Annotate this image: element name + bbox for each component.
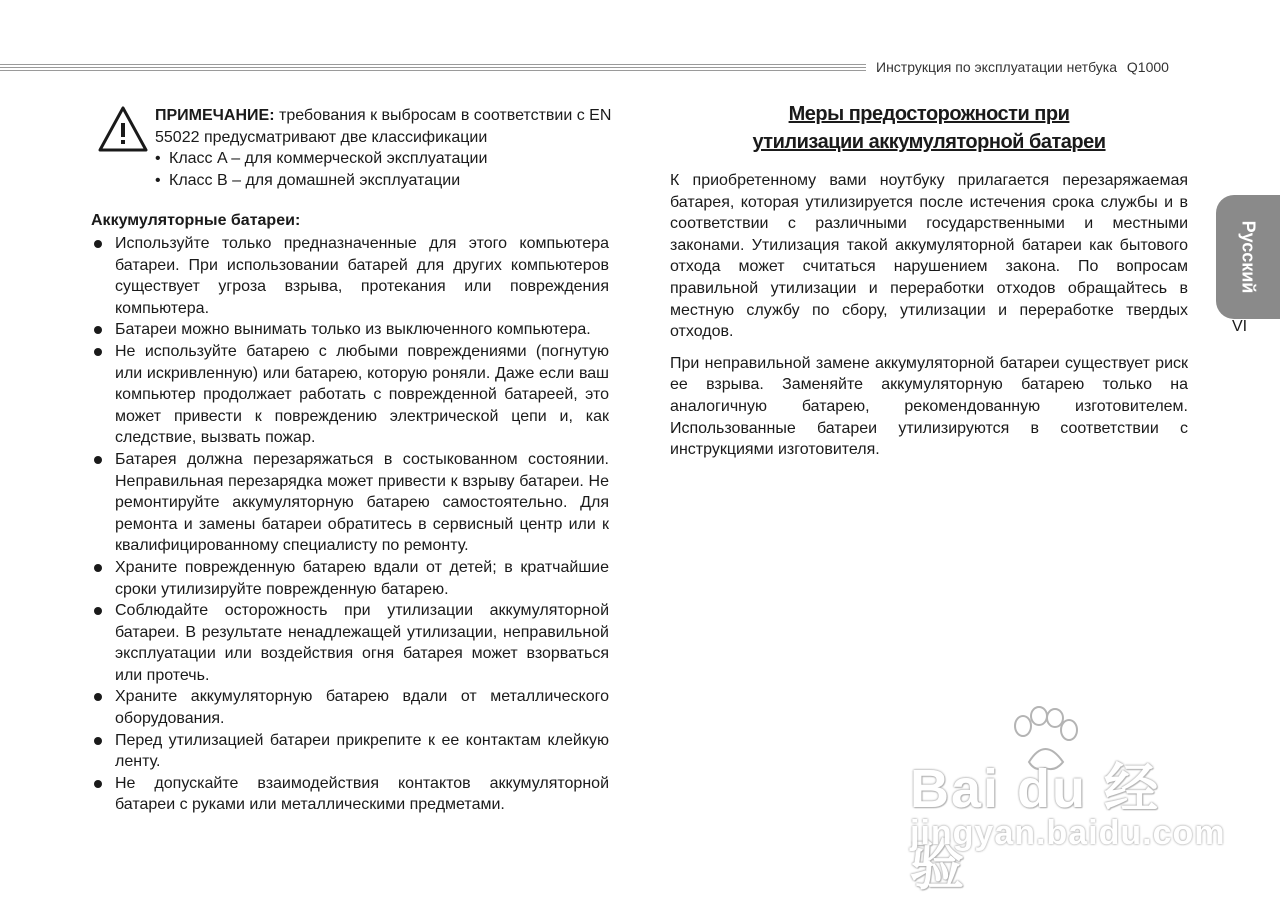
note-label: ПРИМЕЧАНИЕ: (155, 107, 275, 124)
note-text: требования к выбросам в соответствии с EN 55022 предусматривают две классификации (155, 107, 612, 146)
note-block (97, 105, 617, 191)
header-model: Q1000 (1126, 59, 1169, 75)
batteries-list (91, 233, 609, 816)
note-item: • Класс A – для коммерческой эксплуатации (155, 148, 617, 170)
batteries-heading: Аккумуляторные батареи: (91, 212, 301, 229)
battery-item: Не используйте батарею с любыми повреждениями (погнутую или искривленную) или батарею, которую роняли. Даже если ваш компьютер продолжает работать с поврежденной батареей, это может привести к повреждению электрической цепи и, как следствие, вызвать пожар. (91, 341, 609, 449)
note-item: • Класс B – для домашней эксплуатации (155, 170, 617, 192)
battery-item: Перед утилизацией батареи прикрепите к ее контактам клейкую ленту. (91, 730, 609, 773)
battery-item: Не допускайте взаимодействия контактов аккумуляторной батареи с руками или металлическими предметами. (91, 773, 609, 816)
disposal-section (670, 100, 1188, 471)
language-tab-label: Русский (1238, 220, 1259, 294)
battery-item: Храните поврежденную батарею вдали от детей; в кратчайшие сроки утилизируйте поврежденную батарею. (91, 557, 609, 600)
battery-item: Соблюдайте осторожность при утилизации аккумуляторной батареи. В результате ненадлежащей утилизации, неправильной эксплуатации или воздействия огня батарея может взорваться или протечь. (91, 600, 609, 686)
note-list (155, 148, 617, 191)
header-title: Инструкция по эксплуатации нетбука (876, 59, 1118, 75)
watermark-sub: jingyan.baidu.com (910, 814, 1226, 852)
disposal-title (670, 100, 1188, 156)
disposal-paragraph-1: К приобретенному вами ноутбуку прилагается перезаряжаемая батарея, которая утилизируется после истечения срока службы и в соответствии с различными государственными и местными законами. Утилизация такой аккумуляторной батареи как бытового отхода может считаться нарушением закона. По вопросам правильной утилизации и переработки отходов обращайтесь в местную службу по сбору, утилизации и переработке твердых отходов. (670, 172, 1188, 341)
batteries-section (91, 210, 609, 816)
battery-item: Батареи можно вынимать только из выключенного компьютера. (91, 319, 609, 341)
watermark (890, 706, 1226, 896)
header-rule (0, 64, 866, 71)
watermark-main: Bai du 经验 (910, 759, 1161, 896)
note-body (155, 105, 617, 191)
battery-item: Используйте только предназначенные для этого компьютера батареи. При использовании батарей для других компьютеров существует угроза взрыва, протекания или повреждения компьютера. (91, 233, 609, 319)
battery-item: Храните аккумуляторную батарею вдали от металлического оборудования. (91, 686, 609, 729)
page-number: VI (1232, 318, 1248, 335)
disposal-title-line1: Меры предосторожности при (788, 103, 1070, 125)
battery-item: Батарея должна перезаряжаться в состыкованном состоянии. Неправильная перезарядка может привести к взрыву батареи. Не ремонтируйте аккумуляторную батарею самостоятельно. Для ремонта и замены батареи обратитесь в сервисный центр или к квалифицированному специалисту по ремонту. (91, 449, 609, 557)
disposal-paragraph-2: При неправильной замене аккумуляторной батареи существует риск ее взрыва. Заменяйте аккумуляторную батарею только на аналогичную батарею, рекомендованную изготовителем. Использованные батареи утилизируются в соответствии с инструкциями изготовителя. (670, 354, 1188, 459)
warning-icon (97, 105, 149, 153)
page-header (876, 59, 1169, 75)
disposal-title-line2: утилизации аккумуляторной батареи (752, 131, 1106, 153)
language-tab (1216, 195, 1280, 319)
